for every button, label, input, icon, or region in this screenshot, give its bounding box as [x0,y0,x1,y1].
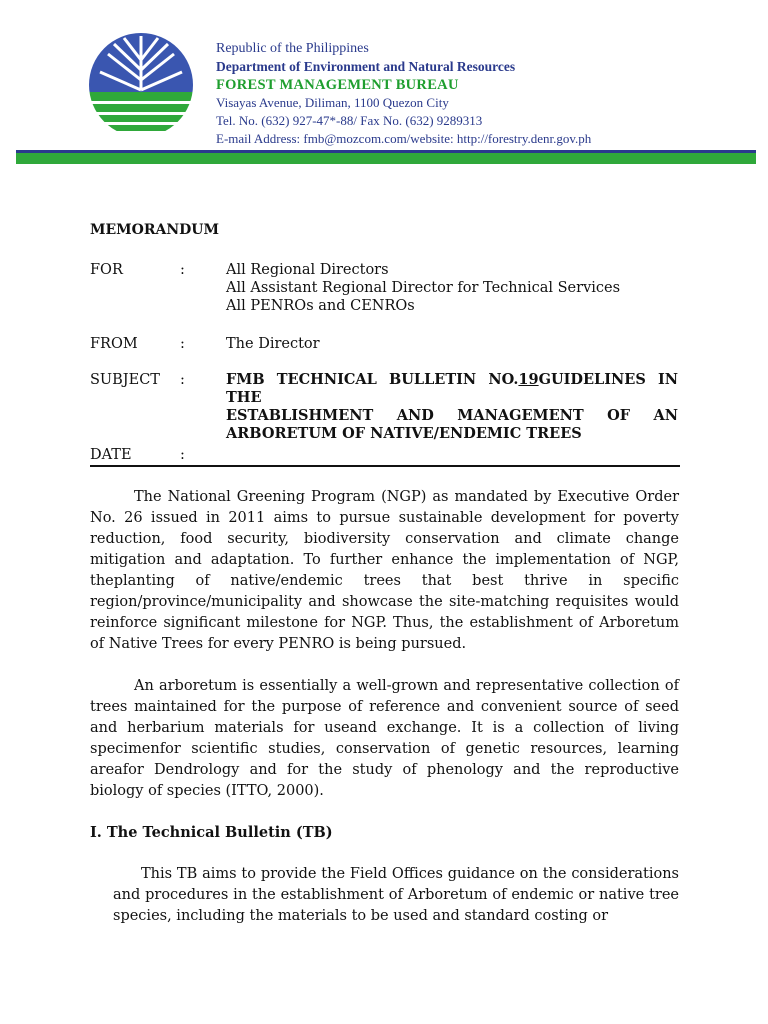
from-label: FROM [90,336,138,352]
paragraph-tb [113,864,679,927]
subject-prefix: FMB TECHNICAL BULLETIN NO. [226,371,519,388]
recipient: All PENROs and CENROs [226,298,415,314]
recipient: All Assistant Regional Director for Technical Services [226,280,621,296]
from-value: The Director [226,336,320,352]
letterhead [216,40,591,148]
paragraph-ngp [90,487,679,655]
memo-title: MEMORANDUM [90,222,220,238]
date-label: DATE [90,447,132,463]
subject-colon: : [180,372,185,388]
date-colon: : [180,447,185,463]
letterhead-email: E-mail Address: fmb@mozcom.com/website: http://forestry.denr.gov.ph [216,131,592,146]
for-colon: : [180,262,185,278]
denr-logo [88,32,194,144]
recipient: All Regional Directors [226,262,389,278]
subject-line1-rest: GUIDELINES IN THE [226,371,678,406]
for-label: FOR [90,262,123,278]
for-recipients [226,261,678,315]
header-rule [90,465,680,467]
letterhead-department: Department of Environment and Natural Resources [216,59,516,74]
header-divider-green [16,153,756,164]
letterhead-bureau: FOREST MANAGEMENT BUREAU [216,77,459,93]
subject-line-3: ARBORETUM OF NATIVE/ENDEMIC TREES [226,425,582,442]
subject-number: 19 [518,371,539,388]
subject-line-1 [226,371,678,407]
paragraph-arboretum [90,676,679,802]
subject-value [226,371,678,443]
paragraph-text: This TB aims to provide the Field Offices guidance on the considerations and procedures in the establishment of Arboretum of endemic or native tree species, including the materials to be used and standard costing or [113,866,679,924]
subject-line-2: ESTABLISHMENT AND MANAGEMENT OF AN [226,407,678,424]
subject-label: SUBJECT [90,372,160,388]
letterhead-republic: Republic of the Philippines [216,41,369,56]
letterhead-phone: Tel. No. (632) 927-47*-88/ Fax No. (632) 9289313 [216,113,483,128]
paragraph-text: An arboretum is essentially a well-grown and representative collection of trees maintained for the purpose of reference and convenient source of seed and herbarium materials for useand exchange. It is a collection of living specimenfor scientific studies, conservation of genetic resources, learning areafor Dendrology and for the study of phenology and the reproductive biology of species (ITTO, 2000). [90,678,679,799]
from-colon: : [180,336,185,352]
letterhead-address: Visayas Avenue, Diliman, 1100 Quezon City [216,95,449,110]
paragraph-text: The National Greening Program (NGP) as mandated by Executive Order No. 26 issued in 2011 aims to pursue sustainable development for poverty reduction, food security, biodiversity conservation and climate change mitigation and adaptation. To further enhance the implementation of NGP, theplanting of native/endemic trees that best thrive in specific region/province/municipality and showcase the site-matching requisites would reinforce significant milestone for NGP. Thus, the establishment of Arboretum of Native Trees for every PENRO is being pursued. [90,489,679,652]
section-heading: I. The Technical Bulletin (TB) [90,824,333,841]
